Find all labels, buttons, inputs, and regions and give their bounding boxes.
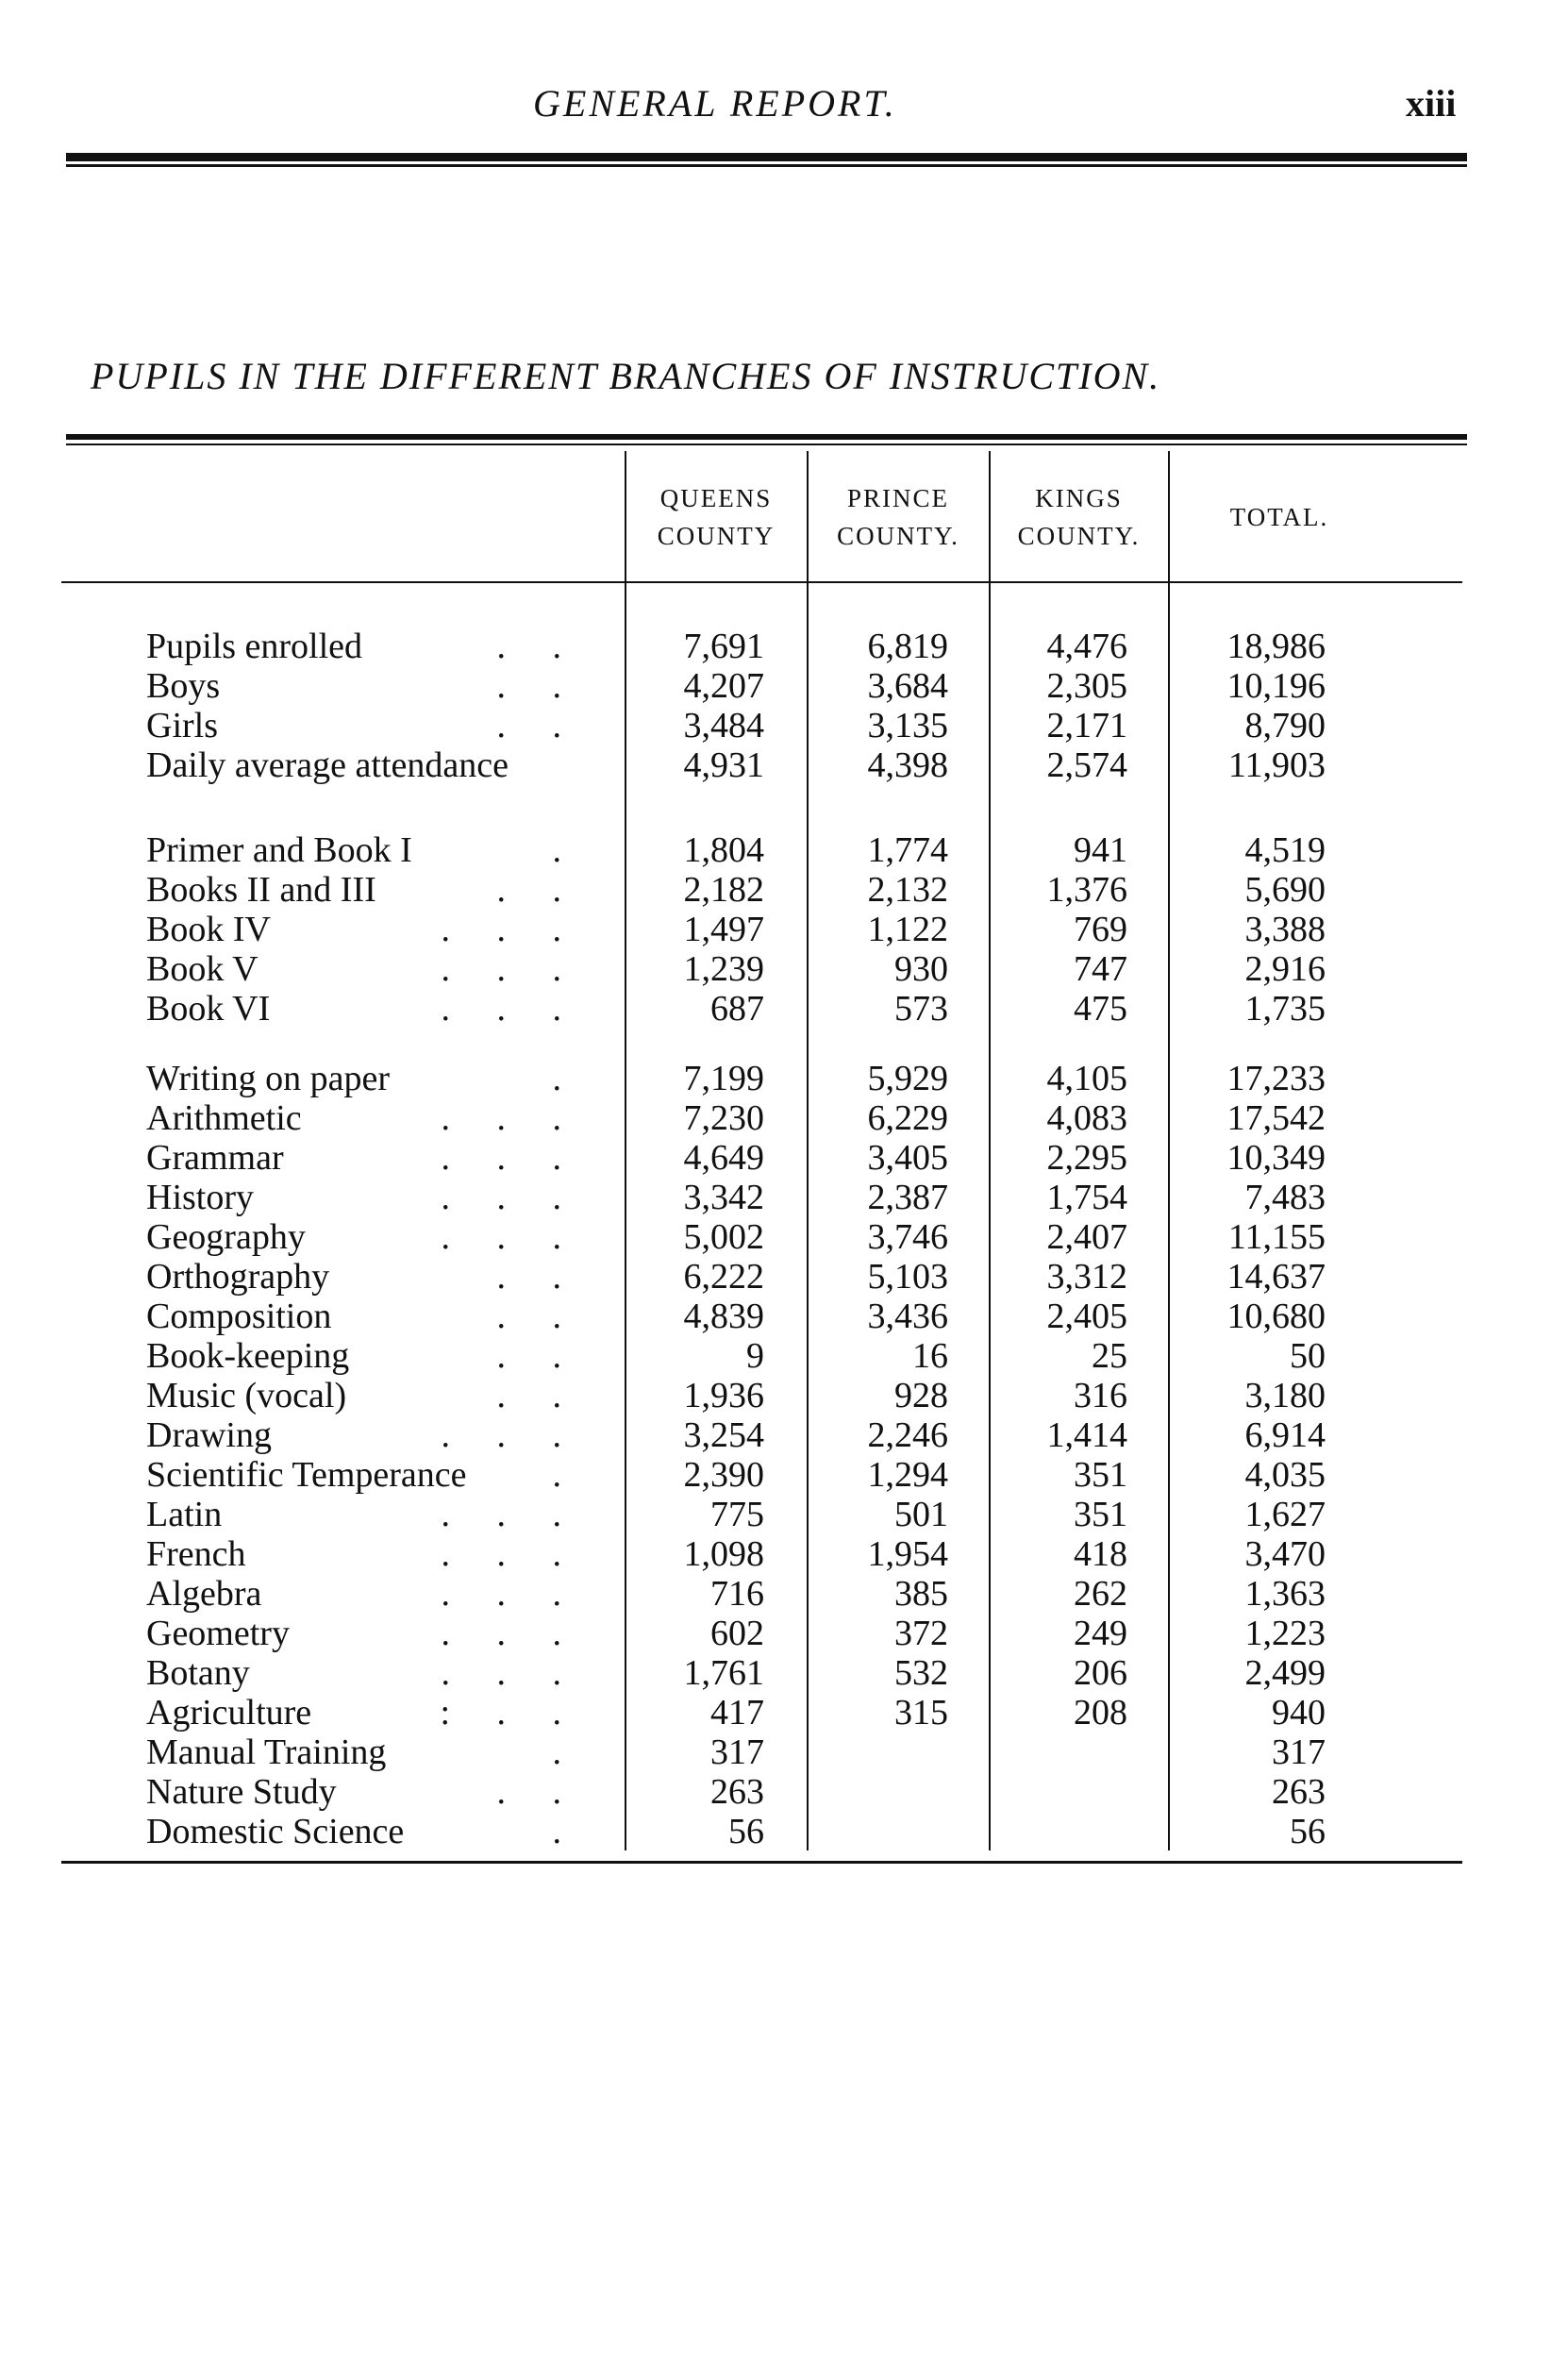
cell-total: 7,483 (1244, 1178, 1326, 1217)
cell-kings: 2,171 (1046, 706, 1127, 745)
row-label: Geometry (146, 1614, 290, 1653)
table-row (0, 1098, 1568, 1138)
row-label: Latin (146, 1495, 223, 1534)
cell-prince: 1,294 (867, 1455, 948, 1495)
leader-dots: . . (496, 706, 580, 745)
cell-total: 3,180 (1244, 1376, 1326, 1415)
cell-prince: 385 (894, 1574, 948, 1614)
table-row (0, 627, 1568, 666)
row-label: Boys (146, 666, 221, 706)
row-label: Drawing (146, 1415, 272, 1455)
cell-queens: 4,839 (683, 1297, 764, 1336)
cell-prince: 5,103 (867, 1257, 948, 1297)
cell-total: 14,637 (1226, 1257, 1326, 1297)
leader-dots: . . . (441, 910, 580, 949)
cell-kings: 2,405 (1046, 1297, 1127, 1336)
cell-kings: 3,312 (1046, 1257, 1127, 1297)
cell-kings: 4,476 (1046, 627, 1127, 666)
cell-prince: 1,954 (867, 1534, 948, 1574)
cell-prince: 6,819 (867, 627, 948, 666)
cell-total: 10,680 (1226, 1297, 1326, 1336)
cell-kings: 1,414 (1046, 1415, 1127, 1455)
table-row (0, 1653, 1568, 1693)
cell-queens: 1,761 (683, 1653, 764, 1693)
cell-kings: 206 (1074, 1653, 1127, 1693)
cell-kings: 2,295 (1046, 1138, 1127, 1178)
table-row (0, 830, 1568, 870)
column-header-line: TOTAL. (1229, 503, 1329, 531)
table-row (0, 870, 1568, 910)
cell-kings: 769 (1074, 910, 1127, 949)
cell-queens: 3,484 (683, 706, 764, 745)
cell-total: 6,914 (1244, 1415, 1326, 1455)
table-top-rule-thin (66, 444, 1467, 445)
row-label: History (146, 1178, 254, 1217)
row-label: Geography (146, 1217, 306, 1257)
cell-prince: 1,774 (867, 830, 948, 870)
cell-prince: 3,135 (867, 706, 948, 745)
table-row (0, 1059, 1568, 1098)
cell-kings: 249 (1074, 1614, 1127, 1653)
cell-queens: 4,649 (683, 1138, 764, 1178)
running-title: GENERAL REPORT. (533, 82, 897, 125)
row-label: Pupils enrolled (146, 627, 363, 666)
leader-dots: . . . (441, 1098, 580, 1138)
leader-dots: . . . (441, 1614, 580, 1653)
leader-dots: . (552, 1059, 580, 1098)
table-row (0, 1693, 1568, 1732)
leader-dots: . . . (441, 1574, 580, 1614)
cell-kings: 4,083 (1046, 1098, 1127, 1138)
row-label: Music (vocal) (146, 1376, 347, 1415)
cell-total: 5,690 (1244, 870, 1326, 910)
table-top-rule-thick (66, 434, 1467, 440)
column-header-line: COUNTY. (837, 522, 959, 550)
cell-queens: 1,497 (683, 910, 764, 949)
cell-kings: 316 (1074, 1376, 1127, 1415)
row-label: Books II and III (146, 870, 376, 910)
cell-total: 10,349 (1226, 1138, 1326, 1178)
cell-queens: 602 (710, 1614, 764, 1653)
column-header-kings (992, 479, 1166, 555)
cell-prince: 928 (894, 1376, 948, 1415)
cell-kings: 475 (1074, 989, 1127, 1029)
cell-total: 10,196 (1226, 666, 1326, 706)
cell-kings: 262 (1074, 1574, 1127, 1614)
table-row (0, 1376, 1568, 1415)
leader-dots: . (552, 1812, 580, 1851)
leader-dots: . . . (441, 1415, 580, 1455)
cell-kings: 208 (1074, 1693, 1127, 1732)
leader-dots: . . (496, 666, 580, 706)
row-label: Agriculture (146, 1693, 312, 1732)
row-label: Arithmetic (146, 1098, 302, 1138)
column-header-line: COUNTY (657, 522, 776, 550)
table-row (0, 989, 1568, 1029)
cell-total: 317 (1272, 1732, 1326, 1772)
row-group-readers (0, 830, 1568, 1029)
row-label: Primer and Book I (146, 830, 412, 870)
cell-total: 18,986 (1226, 627, 1326, 666)
leader-dots: . . . (441, 1178, 580, 1217)
row-label: Book IV (146, 910, 271, 949)
cell-queens: 4,207 (683, 666, 764, 706)
row-label: Scientific Temperance (146, 1455, 467, 1495)
page-number: xiii (1406, 82, 1457, 125)
leader-dots: . (552, 1455, 580, 1495)
table-row (0, 1534, 1568, 1574)
leader-dots: . . (496, 870, 580, 910)
column-header-queens (627, 479, 805, 555)
cell-total: 3,388 (1244, 910, 1326, 949)
leader-dots: . . (496, 627, 580, 666)
cell-queens: 4,931 (683, 745, 764, 785)
table-row (0, 1178, 1568, 1217)
cell-queens: 263 (710, 1772, 764, 1812)
column-header-total (1171, 498, 1388, 574)
cell-prince: 501 (894, 1495, 948, 1534)
row-label: Composition (146, 1297, 332, 1336)
leader-dots: . (552, 830, 580, 870)
cell-prince: 315 (894, 1693, 948, 1732)
cell-queens: 716 (710, 1574, 764, 1614)
cell-total: 3,470 (1244, 1534, 1326, 1574)
table-row (0, 1772, 1568, 1812)
cell-queens: 3,254 (683, 1415, 764, 1455)
cell-kings: 2,407 (1046, 1217, 1127, 1257)
row-label: Writing on paper (146, 1059, 391, 1098)
cell-queens: 3,342 (683, 1178, 764, 1217)
table-row (0, 1455, 1568, 1495)
column-header-line: KINGS (1035, 484, 1123, 512)
cell-prince: 3,746 (867, 1217, 948, 1257)
cell-kings: 1,376 (1046, 870, 1127, 910)
cell-queens: 2,182 (683, 870, 764, 910)
cell-kings: 351 (1074, 1495, 1127, 1534)
cell-total: 1,735 (1244, 989, 1326, 1029)
cell-prince: 930 (894, 949, 948, 989)
row-label: Botany (146, 1653, 250, 1693)
row-group-enrolment (0, 627, 1568, 785)
cell-queens: 9 (746, 1336, 764, 1376)
row-label: Book V (146, 949, 259, 989)
leader-dots: . . . (441, 1495, 580, 1534)
cell-queens: 7,230 (683, 1098, 764, 1138)
leader-dots: . . . (441, 1217, 580, 1257)
cell-total: 940 (1272, 1693, 1326, 1732)
cell-queens: 1,239 (683, 949, 764, 989)
leader-dots: . . . (441, 949, 580, 989)
cell-prince: 3,436 (867, 1297, 948, 1336)
cell-kings: 2,305 (1046, 666, 1127, 706)
column-header-line: PRINCE (846, 484, 950, 512)
table-row (0, 949, 1568, 989)
cell-queens: 1,098 (683, 1534, 764, 1574)
cell-prince: 3,684 (867, 666, 948, 706)
row-label: Book-keeping (146, 1336, 350, 1376)
cell-kings: 941 (1074, 830, 1127, 870)
cell-prince: 5,929 (867, 1059, 948, 1098)
running-head (0, 81, 1568, 138)
cell-queens: 1,936 (683, 1376, 764, 1415)
leader-dots: . . (496, 1257, 580, 1297)
cell-prince: 573 (894, 989, 948, 1029)
leader-dots: . . (496, 1297, 580, 1336)
cell-total: 17,233 (1226, 1059, 1326, 1098)
cell-total: 8,790 (1244, 706, 1326, 745)
row-label: Daily average attendance (146, 745, 509, 785)
cell-queens: 317 (710, 1732, 764, 1772)
cell-prince: 6,229 (867, 1098, 948, 1138)
leader-dots: . . (496, 1376, 580, 1415)
cell-total: 263 (1272, 1772, 1326, 1812)
table-row (0, 910, 1568, 949)
cell-total: 2,499 (1244, 1653, 1326, 1693)
table-row (0, 745, 1568, 785)
column-header-line: QUEENS (659, 484, 773, 512)
row-label: Nature Study (146, 1772, 337, 1812)
table-bottom-rule (61, 1861, 1462, 1864)
cell-kings: 747 (1074, 949, 1127, 989)
cell-queens: 6,222 (683, 1257, 764, 1297)
cell-total: 11,903 (1227, 745, 1326, 785)
header-rule-thin (66, 164, 1467, 167)
cell-queens: 417 (710, 1693, 764, 1732)
cell-prince: 372 (894, 1614, 948, 1653)
row-label: Grammar (146, 1138, 284, 1178)
leader-dots: . (552, 1732, 580, 1772)
cell-prince: 2,387 (867, 1178, 948, 1217)
cell-total: 50 (1290, 1336, 1326, 1376)
table-row (0, 1415, 1568, 1455)
cell-queens: 7,691 (683, 627, 764, 666)
cell-kings: 4,105 (1046, 1059, 1127, 1098)
table-title: PUPILS IN THE DIFFERENT BRANCHES OF INSTRUCTION. (91, 355, 1161, 397)
column-header-prince (809, 479, 987, 555)
leader-dots: . . . (441, 1653, 580, 1693)
row-label: Domestic Science (146, 1812, 405, 1851)
cell-prince: 2,132 (867, 870, 948, 910)
cell-queens: 687 (710, 989, 764, 1029)
cell-prince: 3,405 (867, 1138, 948, 1178)
cell-queens: 2,390 (683, 1455, 764, 1495)
cell-prince: 4,398 (867, 745, 948, 785)
cell-kings: 2,574 (1046, 745, 1127, 785)
table-row (0, 1812, 1568, 1851)
cell-prince: 1,122 (867, 910, 948, 949)
leader-dots: . . . (441, 1534, 580, 1574)
cell-prince: 16 (912, 1336, 948, 1376)
cell-total: 1,223 (1244, 1614, 1326, 1653)
leader-dots: : . . (440, 1693, 580, 1732)
cell-total: 1,627 (1244, 1495, 1326, 1534)
cell-queens: 5,002 (683, 1217, 764, 1257)
cell-queens: 775 (710, 1495, 764, 1534)
cell-kings: 25 (1092, 1336, 1127, 1376)
leader-dots: . . . (441, 989, 580, 1029)
table-row (0, 706, 1568, 745)
header-rule-thick (66, 153, 1467, 161)
table-row (0, 1336, 1568, 1376)
table-row (0, 1138, 1568, 1178)
row-label: French (146, 1534, 246, 1574)
leader-dots: . . . (441, 1138, 580, 1178)
table-row (0, 1495, 1568, 1534)
cell-queens: 1,804 (683, 830, 764, 870)
table-row (0, 1217, 1568, 1257)
cell-total: 56 (1290, 1812, 1326, 1851)
row-label: Book VI (146, 989, 271, 1029)
cell-queens: 7,199 (683, 1059, 764, 1098)
cell-kings: 1,754 (1046, 1178, 1127, 1217)
row-label: Girls (146, 706, 218, 745)
row-label: Algebra (146, 1574, 262, 1614)
cell-kings: 351 (1074, 1455, 1127, 1495)
table-row (0, 1297, 1568, 1336)
cell-total: 2,916 (1244, 949, 1326, 989)
cell-total: 4,519 (1244, 830, 1326, 870)
table-row (0, 1614, 1568, 1653)
row-group-subjects (0, 1059, 1568, 1851)
table-row (0, 1574, 1568, 1614)
header-bottom-rule (61, 581, 1462, 583)
cell-kings: 418 (1074, 1534, 1127, 1574)
cell-total: 17,542 (1226, 1098, 1326, 1138)
column-header-line: COUNTY. (1017, 522, 1141, 550)
table-row (0, 666, 1568, 706)
cell-total: 1,363 (1244, 1574, 1326, 1614)
cell-prince: 532 (894, 1653, 948, 1693)
cell-total: 11,155 (1227, 1217, 1326, 1257)
leader-dots: . . (496, 1772, 580, 1812)
cell-queens: 56 (728, 1812, 764, 1851)
cell-prince: 2,246 (867, 1415, 948, 1455)
row-label: Orthography (146, 1257, 330, 1297)
cell-total: 4,035 (1244, 1455, 1326, 1495)
row-label: Manual Training (146, 1732, 387, 1772)
leader-dots: . . (496, 1336, 580, 1376)
table-row (0, 1732, 1568, 1772)
table-row (0, 1257, 1568, 1297)
